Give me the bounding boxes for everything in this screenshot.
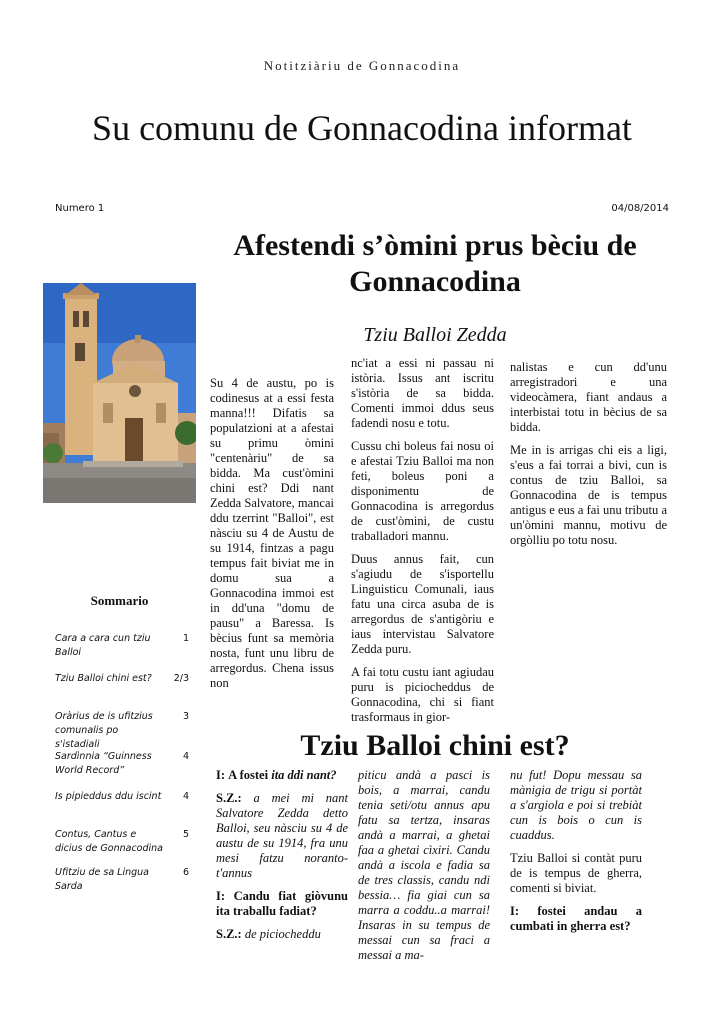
article1-col2-paragraph: Duus annus fait, cun s'agiudu de s'isportellu Linguisticu Comunali, iaus fatu una circa asuba de is arregordus de s'antigòriu e iaus intervistau Salvatore Zedda puru. — [351, 552, 494, 656]
toc-item[interactable] — [55, 632, 189, 660]
toc-item-label: Tziu Balloi chini est? — [55, 673, 152, 684]
article1-col3-paragraph: Me in is arrigas chi eis a ligi, s'eus a fai torrai a bivi, cun is contus de tziu Balloi, sa Gonnacodina de is tempus antigus e eus a fai unu tributu a un'òmini mannu, motivu de orgòlliu po totu nosu. — [510, 443, 667, 547]
interview-question-text: A fostei — [228, 768, 269, 782]
interview-answer-text: a mei mi nant Salvatore Zedda detto Balloi, seu nàsciu su 4 de austu de su 1914, fra unu mesi fatzu noranto-t'annus — [216, 791, 349, 880]
interview-answer-label: S.Z.: — [216, 927, 242, 941]
article1-column-2 — [351, 356, 494, 733]
article2-column-1 — [216, 768, 348, 950]
article1-col3-paragraph: nalistas e cun dd'unu arregistradori e una videocàmera, fiant andaus a interbistai totu in bècius de sa bidda. — [510, 360, 667, 434]
newsletter-kicker: Notitziàriu de Gonnacodina — [263, 58, 461, 73]
toc-item-page: 5 — [182, 829, 189, 840]
interview-answer-label: S.Z.: — [216, 791, 242, 805]
table-of-contents — [55, 632, 189, 892]
toc-item[interactable] — [55, 672, 189, 686]
article2-narrative: Tziu Balloi si contàt puru de is tempus de gherra, comenti si biviat. — [510, 851, 642, 895]
issue-number: Numero 1 — [55, 203, 105, 214]
toc-item-page: 1 — [182, 633, 189, 644]
toc-item-page: 4 — [182, 791, 189, 802]
article1-col1-text: Su 4 de austu, po is codinesus at a essi festa manna!!! Difatis sa populatzioni at a afestai su primu òmini "centenàriu" de sa bidda. Ma cust'òmini chini est? Ddi nant Zedda Salvatore, mancai ddu tzerrint "Balloi", est nàsciu su 4 de Austu de su 1914, fintzas a pagu tempus fait biviat me in domu sua a Gonnacodina immoi est in dd'una "domu de pausu" a Baressa. Is bècius funt sa memòria nosta, funt unu libru de arregordus. Chena issus non — [210, 376, 334, 690]
toc-item-page: 4 — [182, 751, 189, 762]
article2-column-3 — [510, 768, 642, 942]
interview-question: I: Candu fiat giòvunu ita traballu fadiat? — [216, 889, 348, 918]
toc-item-page: 2/3 — [173, 673, 189, 684]
toc-item-page: 3 — [182, 711, 189, 722]
interview-answer-text: de piciocheddu — [244, 927, 321, 941]
article1-column-3 — [510, 360, 667, 556]
toc-item[interactable] — [55, 828, 189, 856]
article-byline: Tziu Balloi Zedda — [363, 324, 507, 346]
masthead-title: Su comunu de Gonnacodina informat — [92, 108, 632, 148]
toc-item-label: Ufitziu de sa Lingua Sarda — [55, 867, 149, 892]
toc-item[interactable] — [55, 710, 189, 752]
toc-item[interactable] — [55, 866, 189, 894]
interview-question: I: fostei andau a cumbati in gherra est? — [510, 904, 642, 933]
toc-item[interactable] — [55, 790, 189, 804]
toc-item-label: Oràrius de is ufitzius comunalis po s'istadiali — [55, 711, 153, 750]
toc-item-page: 6 — [182, 867, 189, 878]
article1-col2-paragraph: nc'iat a essi ni passau ni istòria. Issus ant iscritu s'istòria de sa bidda. Comenti immoi ddus seus fadendi nosu e totu. — [351, 356, 494, 430]
toc-item[interactable] — [55, 750, 189, 778]
church-photo — [43, 283, 196, 503]
sommario-title: Sommario — [90, 593, 149, 608]
toc-item-label: Cara a cara cun tziu Balloi — [55, 633, 151, 658]
issue-date: 04/08/2014 — [611, 203, 669, 214]
article2-title: Tziu Balloi chini est? — [300, 729, 570, 762]
interview-answer-continued: nu fut! Dopu messau sa mànigia de trigu si portàt a s'argiola e poi si trebiàt cun is bois o cun is cuaddus. — [510, 768, 642, 842]
article2-column-2 — [358, 768, 490, 971]
interview-question-italic: ita ddi nant? — [271, 768, 337, 782]
interview-question-label: I: — [216, 768, 226, 782]
article1-col2-paragraph: Cussu chi boleus fai nosu oi e afestai Tziu Balloi ma non feti, boleus poni a disponimentu de Gonnacodina is arregordus de cust'òmini, de custu traballadori mannu. — [351, 439, 494, 543]
toc-item-label: Is pipieddus ddu iscint — [55, 791, 162, 802]
interview-answer-continued: piticu andà a pasci is bois, a marrai, candu tenia seti/otu annus apu fatu sa tertza, insaras andà a marrai, a ghetai faa a ghetai cìxiri. Candu andà a iscola e fadia sa de tres classis, candu ndi bessia… fia giai cun sa marra a coddu..a marrai! Insaras in su tempus de messai cun sa fraci a messai a ma- — [358, 768, 490, 962]
article-title: Afestendi s’òmini prus bèciu de Gonnacodina — [233, 229, 637, 298]
article1-col2-paragraph: A fai totu custu iant agiudau puru is piciocheddus de Gonnacodina, chi si fiant trasformaus in gior- — [351, 665, 494, 724]
toc-item-label: Sardìnnia “Guinness World Record” — [55, 751, 152, 776]
article1-column-1 — [210, 376, 334, 699]
toc-item-label: Contus, Cantus e dicius de Gonnacodina — [55, 829, 164, 854]
